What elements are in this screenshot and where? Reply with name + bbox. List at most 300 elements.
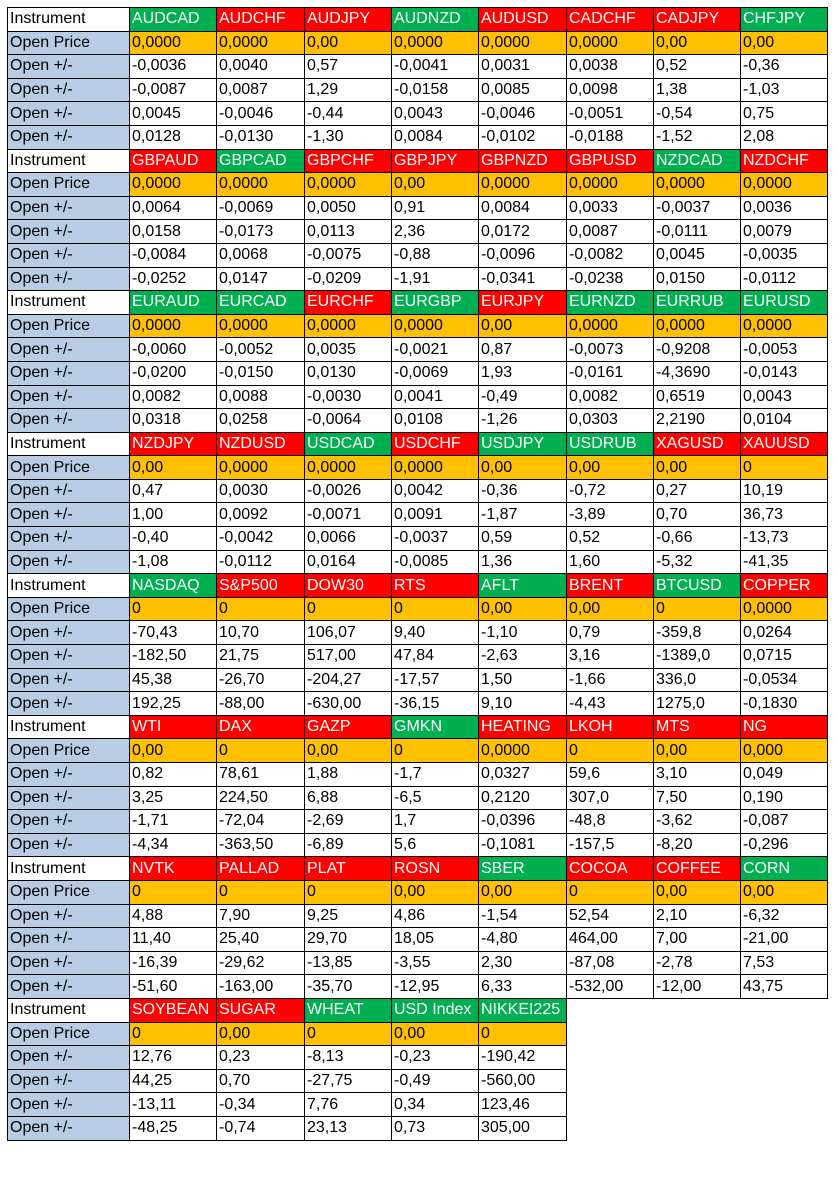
open-price-label: Open Price xyxy=(8,880,130,904)
symbol-cell: NZDJPY xyxy=(130,432,217,456)
open-change-cell: -0,0161 xyxy=(567,361,654,385)
open-change-cell: 2,10 xyxy=(654,904,741,928)
open-change-cell: 1,38 xyxy=(654,78,741,102)
open-change-row xyxy=(8,196,828,220)
open-price-cell: 0 xyxy=(130,597,217,621)
open-price-row xyxy=(8,880,828,904)
empty-cell xyxy=(567,1046,654,1070)
open-change-cell: -1,52 xyxy=(654,125,741,149)
open-change-label: Open +/- xyxy=(8,479,130,503)
open-change-cell: -0,0130 xyxy=(217,125,305,149)
open-change-cell: 2,2190 xyxy=(654,409,741,433)
open-change-cell: 0,52 xyxy=(567,527,654,551)
symbol-cell: AFLT xyxy=(479,574,567,598)
open-change-row xyxy=(8,951,828,975)
open-change-cell: 0,0303 xyxy=(567,409,654,433)
open-change-cell: -0,0037 xyxy=(392,527,479,551)
symbol-cell: PALLAD xyxy=(217,857,305,881)
open-change-cell: 0,0038 xyxy=(567,55,654,79)
open-change-cell: 0,0715 xyxy=(741,645,828,669)
open-change-cell: -0,72 xyxy=(567,479,654,503)
empty-cell xyxy=(654,1093,741,1117)
open-change-cell: 36,73 xyxy=(741,503,828,527)
symbol-cell: NZDCHF xyxy=(741,149,828,173)
open-change-cell: 1275,0 xyxy=(654,692,741,716)
open-change-label: Open +/- xyxy=(8,833,130,857)
open-change-cell: -0,36 xyxy=(479,479,567,503)
open-change-cell: 0,91 xyxy=(392,196,479,220)
open-change-cell: -190,42 xyxy=(479,1046,567,1070)
open-price-cell: 0 xyxy=(392,597,479,621)
open-change-cell: -0,0046 xyxy=(217,102,305,126)
open-change-row xyxy=(8,1116,828,1140)
open-change-label: Open +/- xyxy=(8,243,130,267)
open-change-label: Open +/- xyxy=(8,385,130,409)
open-change-cell: 0,0050 xyxy=(305,196,392,220)
open-change-cell: -0,0075 xyxy=(305,243,392,267)
open-change-cell: -0,0035 xyxy=(741,243,828,267)
symbol-cell: HEATING xyxy=(479,715,567,739)
open-change-cell: -0,0042 xyxy=(217,527,305,551)
open-price-cell: 0,00 xyxy=(305,31,392,55)
open-change-cell: -0,0069 xyxy=(217,196,305,220)
empty-cell xyxy=(654,1069,741,1093)
open-change-cell: -0,0396 xyxy=(479,810,567,834)
open-price-cell: 0,0000 xyxy=(217,314,305,338)
open-change-cell: -87,08 xyxy=(567,951,654,975)
symbol-cell: AUDNZD xyxy=(392,8,479,32)
open-price-row xyxy=(8,597,828,621)
open-change-cell: 6,33 xyxy=(479,975,567,999)
open-price-cell: 0,0000 xyxy=(567,31,654,55)
open-change-cell: -0,0209 xyxy=(305,267,392,291)
open-change-cell: -5,32 xyxy=(654,550,741,574)
open-price-cell: 0 xyxy=(217,880,305,904)
open-change-cell: -1,91 xyxy=(392,267,479,291)
open-price-cell: 0 xyxy=(130,880,217,904)
open-change-cell: 0,0035 xyxy=(305,338,392,362)
open-change-cell: -1,10 xyxy=(479,621,567,645)
open-change-label: Open +/- xyxy=(8,338,130,362)
empty-cell xyxy=(741,1022,828,1046)
open-price-cell: 0,0000 xyxy=(479,31,567,55)
open-change-row xyxy=(8,102,828,126)
open-change-cell: 0,0084 xyxy=(392,125,479,149)
open-change-cell: -17,57 xyxy=(392,668,479,692)
open-change-row xyxy=(8,267,828,291)
open-change-cell: -2,63 xyxy=(479,645,567,669)
open-change-cell: -0,1081 xyxy=(479,833,567,857)
open-change-cell: 3,16 xyxy=(567,645,654,669)
empty-cell xyxy=(741,1046,828,1070)
open-change-cell: 0,0085 xyxy=(479,78,567,102)
open-price-cell: 0,0000 xyxy=(567,314,654,338)
open-change-cell: -27,75 xyxy=(305,1069,392,1093)
open-price-cell: 0 xyxy=(741,456,828,480)
empty-cell xyxy=(741,1116,828,1140)
open-change-cell: 52,54 xyxy=(567,904,654,928)
open-change-cell: 0,0092 xyxy=(217,503,305,527)
open-change-cell: -0,74 xyxy=(217,1116,305,1140)
symbol-cell: USDCAD xyxy=(305,432,392,456)
open-change-cell: 0,0130 xyxy=(305,361,392,385)
open-change-cell: -6,32 xyxy=(741,904,828,928)
open-change-cell: -0,0052 xyxy=(217,338,305,362)
open-change-cell: -2,78 xyxy=(654,951,741,975)
open-change-cell: 0,0098 xyxy=(567,78,654,102)
symbol-cell: WTI xyxy=(130,715,217,739)
open-change-cell: -0,0534 xyxy=(741,668,828,692)
open-price-cell: 0 xyxy=(305,597,392,621)
open-change-cell: -0,54 xyxy=(654,102,741,126)
open-change-cell: -29,62 xyxy=(217,951,305,975)
open-change-cell: -13,85 xyxy=(305,951,392,975)
symbol-cell: NZDCAD xyxy=(654,149,741,173)
instrument-label: Instrument xyxy=(8,432,130,456)
open-change-row xyxy=(8,1093,828,1117)
open-change-cell: 0,0041 xyxy=(392,385,479,409)
open-change-cell: -0,0073 xyxy=(567,338,654,362)
open-change-cell: 0,23 xyxy=(217,1046,305,1070)
open-change-cell: 0,27 xyxy=(654,479,741,503)
open-change-cell: 464,00 xyxy=(567,928,654,952)
symbol-cell: XAUUSD xyxy=(741,432,828,456)
open-change-cell: 7,50 xyxy=(654,786,741,810)
open-change-cell: -21,00 xyxy=(741,928,828,952)
open-price-cell: 0 xyxy=(567,880,654,904)
open-change-cell: 0,0087 xyxy=(217,78,305,102)
symbol-cell: WHEAT xyxy=(305,998,392,1022)
open-change-cell: -0,0021 xyxy=(392,338,479,362)
open-change-row xyxy=(8,220,828,244)
open-change-cell: -0,0341 xyxy=(479,267,567,291)
open-price-cell: 0,0000 xyxy=(392,31,479,55)
open-change-label: Open +/- xyxy=(8,220,130,244)
open-change-cell: 1,00 xyxy=(130,503,217,527)
symbol-cell: COPPER xyxy=(741,574,828,598)
open-change-cell: 23,13 xyxy=(305,1116,392,1140)
open-price-cell: 0,0000 xyxy=(741,173,828,197)
open-price-cell: 0,00 xyxy=(567,597,654,621)
open-change-cell: 0,0318 xyxy=(130,409,217,433)
open-change-cell: -0,0096 xyxy=(479,243,567,267)
open-change-cell: -163,00 xyxy=(217,975,305,999)
open-change-cell: -4,34 xyxy=(130,833,217,857)
symbol-cell: AUDCAD xyxy=(130,8,217,32)
open-change-cell: -0,88 xyxy=(392,243,479,267)
open-change-cell: 0,0033 xyxy=(567,196,654,220)
open-change-cell: 0,0150 xyxy=(654,267,741,291)
open-change-row xyxy=(8,1069,828,1093)
instrument-label: Instrument xyxy=(8,998,130,1022)
open-change-cell: -1,26 xyxy=(479,409,567,433)
open-price-label: Open Price xyxy=(8,173,130,197)
open-change-cell: -1,87 xyxy=(479,503,567,527)
open-change-cell: -1,54 xyxy=(479,904,567,928)
open-change-cell: -0,0071 xyxy=(305,503,392,527)
open-change-cell: 0,0088 xyxy=(217,385,305,409)
open-change-label: Open +/- xyxy=(8,645,130,669)
open-change-cell: 2,08 xyxy=(741,125,828,149)
open-price-cell: 0,00 xyxy=(392,1022,479,1046)
open-change-cell: 78,61 xyxy=(217,763,305,787)
open-change-cell: -0,0252 xyxy=(130,267,217,291)
symbol-cell: ROSN xyxy=(392,857,479,881)
open-change-cell: 2,30 xyxy=(479,951,567,975)
open-change-cell: -0,0111 xyxy=(654,220,741,244)
open-price-label: Open Price xyxy=(8,31,130,55)
open-change-cell: -0,0188 xyxy=(567,125,654,149)
open-change-cell: 0,0113 xyxy=(305,220,392,244)
open-price-cell: 0,0000 xyxy=(567,173,654,197)
open-price-cell: 0,0000 xyxy=(392,314,479,338)
open-change-cell: 1,50 xyxy=(479,668,567,692)
open-price-row xyxy=(8,173,828,197)
open-change-label: Open +/- xyxy=(8,1116,130,1140)
open-change-cell: -0,0143 xyxy=(741,361,828,385)
symbol-cell: NASDAQ xyxy=(130,574,217,598)
open-change-cell: -0,0030 xyxy=(305,385,392,409)
open-change-cell: 1,7 xyxy=(392,810,479,834)
open-change-row xyxy=(8,125,828,149)
instrument-table xyxy=(7,7,828,1141)
open-change-cell: -12,00 xyxy=(654,975,741,999)
open-change-cell: 21,75 xyxy=(217,645,305,669)
instrument-row xyxy=(8,574,828,598)
open-change-label: Open +/- xyxy=(8,928,130,952)
open-price-cell: 0,00 xyxy=(479,456,567,480)
open-change-cell: 305,00 xyxy=(479,1116,567,1140)
open-change-cell: 0,0064 xyxy=(130,196,217,220)
open-change-cell: 0,0068 xyxy=(217,243,305,267)
open-change-cell: 10,70 xyxy=(217,621,305,645)
open-change-cell: -88,00 xyxy=(217,692,305,716)
open-change-cell: 2,36 xyxy=(392,220,479,244)
symbol-cell: AUDUSD xyxy=(479,8,567,32)
open-change-label: Open +/- xyxy=(8,763,130,787)
open-change-cell: -13,11 xyxy=(130,1093,217,1117)
open-price-cell: 0,0000 xyxy=(305,456,392,480)
open-change-cell: 0,57 xyxy=(305,55,392,79)
open-change-cell: -1,66 xyxy=(567,668,654,692)
instrument-row xyxy=(8,998,828,1022)
open-change-cell: 0,190 xyxy=(741,786,828,810)
open-change-cell: 7,90 xyxy=(217,904,305,928)
open-change-label: Open +/- xyxy=(8,1069,130,1093)
open-change-cell: -0,0238 xyxy=(567,267,654,291)
open-change-cell: -72,04 xyxy=(217,810,305,834)
symbol-cell: GAZP xyxy=(305,715,392,739)
symbol-cell: EURGBP xyxy=(392,291,479,315)
open-change-cell: 0,79 xyxy=(567,621,654,645)
symbol-cell: EURJPY xyxy=(479,291,567,315)
open-change-cell: 47,84 xyxy=(392,645,479,669)
open-change-cell: -70,43 xyxy=(130,621,217,645)
open-change-cell: -532,00 xyxy=(567,975,654,999)
open-change-cell: -0,0060 xyxy=(130,338,217,362)
symbol-cell: EURCAD xyxy=(217,291,305,315)
open-price-cell: 0,00 xyxy=(741,31,828,55)
open-change-cell: -0,0036 xyxy=(130,55,217,79)
open-change-cell: -13,73 xyxy=(741,527,828,551)
empty-cell xyxy=(567,1093,654,1117)
instrument-label: Instrument xyxy=(8,715,130,739)
open-change-cell: -48,25 xyxy=(130,1116,217,1140)
open-change-row xyxy=(8,975,828,999)
open-change-label: Open +/- xyxy=(8,267,130,291)
open-change-cell: 0,0045 xyxy=(130,102,217,126)
open-change-label: Open +/- xyxy=(8,1046,130,1070)
open-change-cell: 1,36 xyxy=(479,550,567,574)
open-change-label: Open +/- xyxy=(8,951,130,975)
open-change-cell: 44,25 xyxy=(130,1069,217,1093)
symbol-cell: CADJPY xyxy=(654,8,741,32)
open-price-cell: 0,0000 xyxy=(741,314,828,338)
open-change-cell: -16,39 xyxy=(130,951,217,975)
empty-cell xyxy=(654,1046,741,1070)
open-price-cell: 0,00 xyxy=(392,173,479,197)
open-change-row xyxy=(8,833,828,857)
open-change-cell: -0,0087 xyxy=(130,78,217,102)
open-change-label: Open +/- xyxy=(8,102,130,126)
open-price-cell: 0 xyxy=(654,597,741,621)
open-change-row xyxy=(8,361,828,385)
open-price-cell: 0 xyxy=(217,597,305,621)
open-change-cell: 0,52 xyxy=(654,55,741,79)
open-change-cell: 0,34 xyxy=(392,1093,479,1117)
open-price-cell: 0 xyxy=(217,739,305,763)
open-change-cell: 0,0172 xyxy=(479,220,567,244)
open-change-cell: -0,0069 xyxy=(392,361,479,385)
open-change-label: Open +/- xyxy=(8,668,130,692)
symbol-cell: PLAT xyxy=(305,857,392,881)
symbol-cell: GBPUSD xyxy=(567,149,654,173)
open-price-cell: 0,0000 xyxy=(479,739,567,763)
open-price-label: Open Price xyxy=(8,456,130,480)
open-change-cell: -3,55 xyxy=(392,951,479,975)
symbol-cell: CORN xyxy=(741,857,828,881)
open-change-row xyxy=(8,1046,828,1070)
symbol-cell: GBPJPY xyxy=(392,149,479,173)
open-price-cell: 0,00 xyxy=(479,880,567,904)
open-price-row xyxy=(8,1022,828,1046)
open-change-row xyxy=(8,550,828,574)
symbol-cell: GBPNZD xyxy=(479,149,567,173)
open-change-cell: 0,0108 xyxy=(392,409,479,433)
symbol-cell: MTS xyxy=(654,715,741,739)
symbol-cell: BTCUSD xyxy=(654,574,741,598)
open-change-cell: -0,0085 xyxy=(392,550,479,574)
open-change-cell: 0,75 xyxy=(741,102,828,126)
open-price-cell: 0,000 xyxy=(741,739,828,763)
open-change-cell: 0,0031 xyxy=(479,55,567,79)
open-change-row xyxy=(8,692,828,716)
open-price-cell: 0,0000 xyxy=(654,314,741,338)
empty-cell xyxy=(741,1093,828,1117)
open-change-cell: 10,19 xyxy=(741,479,828,503)
open-change-cell: -0,0046 xyxy=(479,102,567,126)
instrument-table-body xyxy=(8,8,828,1141)
instrument-label: Instrument xyxy=(8,149,130,173)
symbol-cell: COCOA xyxy=(567,857,654,881)
open-change-cell: 0,0082 xyxy=(130,385,217,409)
open-change-cell: 0,0258 xyxy=(217,409,305,433)
open-change-row xyxy=(8,243,828,267)
open-change-cell: 1,93 xyxy=(479,361,567,385)
open-change-label: Open +/- xyxy=(8,527,130,551)
open-change-cell: 0,47 xyxy=(130,479,217,503)
open-change-cell: -0,44 xyxy=(305,102,392,126)
open-price-cell: 0,00 xyxy=(392,880,479,904)
symbol-cell: EURCHF xyxy=(305,291,392,315)
open-price-cell: 0,0000 xyxy=(217,31,305,55)
open-change-cell: 0,0147 xyxy=(217,267,305,291)
open-price-cell: 0,0000 xyxy=(654,173,741,197)
open-change-label: Open +/- xyxy=(8,361,130,385)
open-change-label: Open +/- xyxy=(8,786,130,810)
symbol-cell: NZDUSD xyxy=(217,432,305,456)
instrument-label: Instrument xyxy=(8,574,130,598)
open-price-cell: 0,0000 xyxy=(217,173,305,197)
empty-cell xyxy=(567,1116,654,1140)
open-change-cell: -51,60 xyxy=(130,975,217,999)
instrument-label: Instrument xyxy=(8,857,130,881)
open-price-cell: 0,00 xyxy=(654,880,741,904)
open-change-cell: 4,88 xyxy=(130,904,217,928)
open-change-cell: -12,95 xyxy=(392,975,479,999)
open-change-row xyxy=(8,527,828,551)
open-change-cell: 0,0082 xyxy=(567,385,654,409)
open-change-cell: 3,10 xyxy=(654,763,741,787)
open-change-cell: -1,03 xyxy=(741,78,828,102)
open-change-cell: 0,0327 xyxy=(479,763,567,787)
open-change-cell: 0,0128 xyxy=(130,125,217,149)
symbol-cell: NVTK xyxy=(130,857,217,881)
open-change-cell: -4,80 xyxy=(479,928,567,952)
open-change-cell: 0,0079 xyxy=(741,220,828,244)
open-change-cell: -0,0053 xyxy=(741,338,828,362)
open-change-cell: 0,70 xyxy=(217,1069,305,1093)
open-change-row xyxy=(8,786,828,810)
open-change-cell: 0,0040 xyxy=(217,55,305,79)
open-change-cell: -0,0084 xyxy=(130,243,217,267)
open-change-label: Open +/- xyxy=(8,975,130,999)
open-change-cell: -0,0112 xyxy=(741,267,828,291)
open-change-cell: -3,62 xyxy=(654,810,741,834)
open-change-label: Open +/- xyxy=(8,78,130,102)
open-change-cell: 0,0036 xyxy=(741,196,828,220)
open-price-cell: 0,00 xyxy=(741,880,828,904)
open-change-row xyxy=(8,928,828,952)
open-change-cell: -0,49 xyxy=(392,1069,479,1093)
open-change-cell: 4,86 xyxy=(392,904,479,928)
open-change-cell: 0,0264 xyxy=(741,621,828,645)
open-price-cell: 0,0000 xyxy=(741,597,828,621)
open-price-row xyxy=(8,314,828,338)
symbol-cell: AUDJPY xyxy=(305,8,392,32)
open-change-cell: -0,0200 xyxy=(130,361,217,385)
symbol-cell: COFFEE xyxy=(654,857,741,881)
open-change-cell: -0,34 xyxy=(217,1093,305,1117)
open-change-cell: 7,53 xyxy=(741,951,828,975)
open-price-cell: 0,00 xyxy=(217,1022,305,1046)
symbol-cell: SUGAR xyxy=(217,998,305,1022)
open-price-label: Open Price xyxy=(8,739,130,763)
empty-cell xyxy=(567,1069,654,1093)
open-price-label: Open Price xyxy=(8,1022,130,1046)
open-change-cell: 9,40 xyxy=(392,621,479,645)
open-change-cell: 0,0042 xyxy=(392,479,479,503)
